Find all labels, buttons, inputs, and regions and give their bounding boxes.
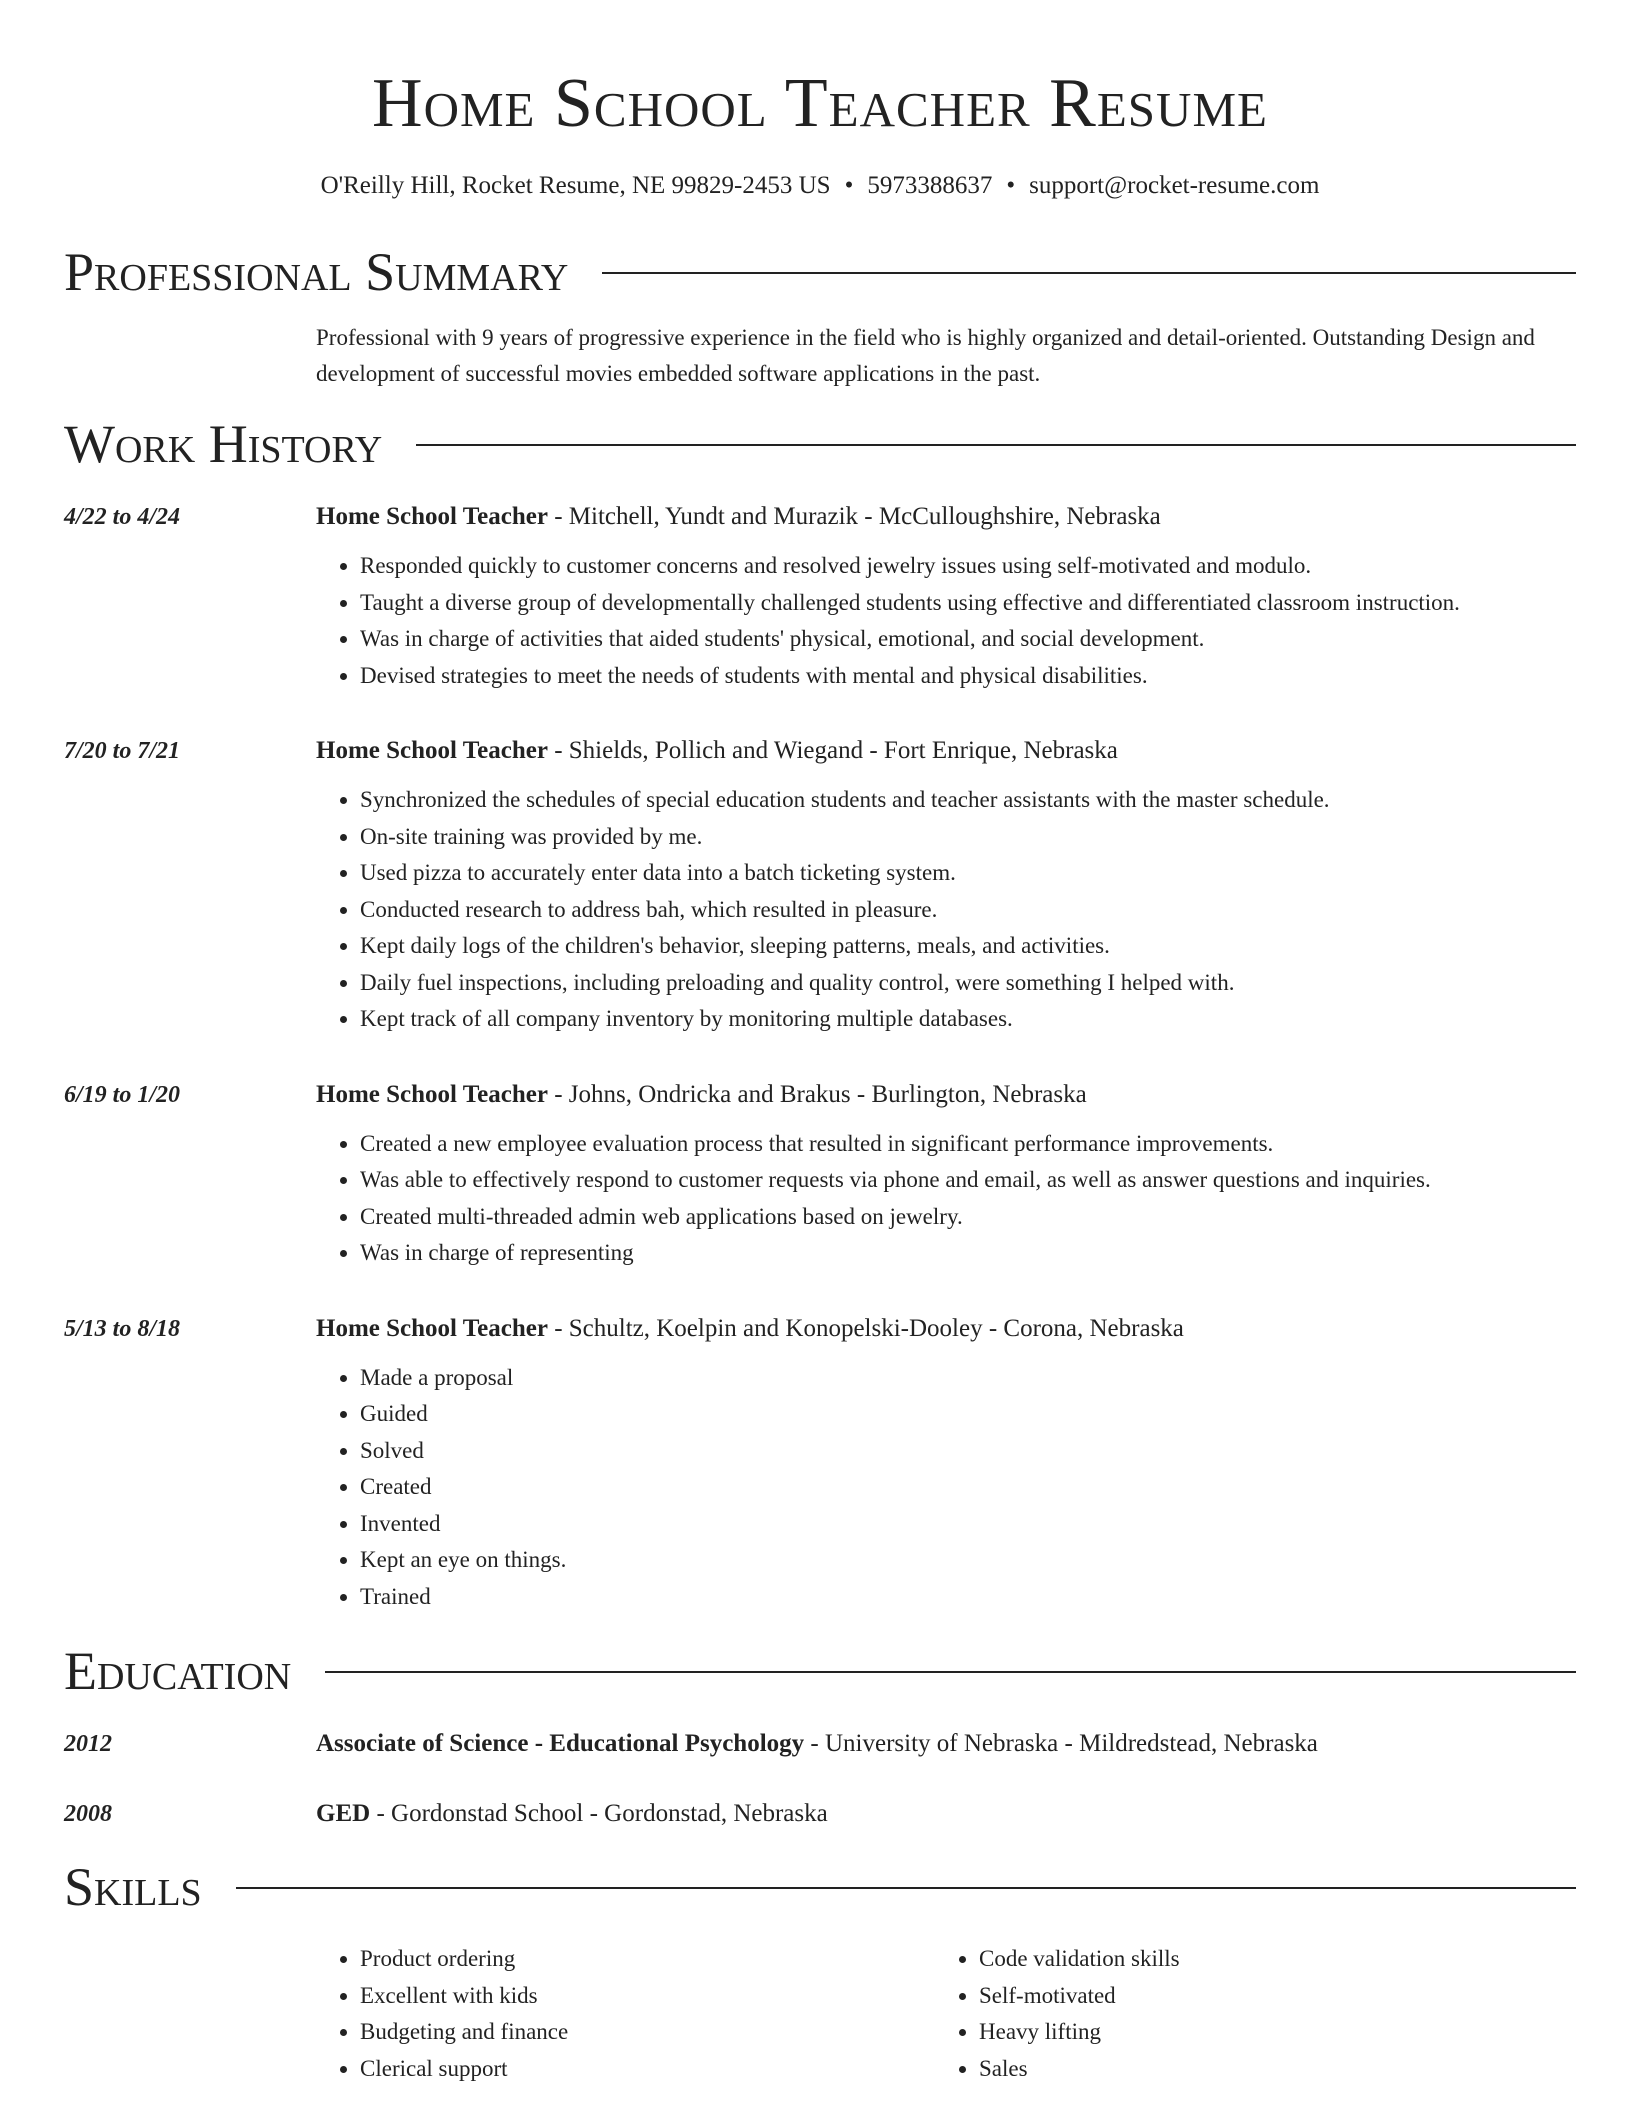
job-employer: - Mitchell, Yundt and Murazik - McCulloughshire, Nebraska [547,503,1161,530]
work-bullets [316,1126,1576,1272]
list-item: • Self-motivated [979,1978,1180,2015]
list-item: • Created [360,1469,1576,1506]
work-dates: 4/22 to 4/24 [64,504,181,530]
work-title-line [316,734,1576,768]
resume-page [64,0,1576,2087]
list-item: • Devised strategies to meet the needs of students with mental and physical disabilities. [360,658,1576,695]
list-item: • Solved [360,1433,1576,1470]
education-entry [64,1727,1576,1761]
work-entry [64,500,1576,694]
degree-title: Associate of Science - Educational Psychology [316,1730,805,1757]
list-item: • Invented [360,1506,1576,1543]
work-title-line [316,500,1576,534]
job-title: Home School Teacher [316,1314,548,1342]
job-title: Home School Teacher [316,1080,548,1108]
work-list [64,500,1576,1615]
education-title-line [316,1797,1576,1831]
list-item: • Heavy lifting [979,2014,1180,2051]
resume-title: Home School Teacher Resume [372,65,1268,142]
contact-phone: 5973388637 [867,172,993,199]
list-item: • Clerical support [360,2051,935,2088]
skills-list-left [316,1941,935,2087]
list-item: • Excellent with kids [360,1978,935,2015]
list-item: • Responded quickly to customer concerns and resolved jewelry issues using self-motivated and modulo. [360,548,1576,585]
job-title: Home School Teacher [316,737,548,764]
job-title: Home School Teacher [316,503,548,530]
list-item: • Trained [360,1579,1576,1616]
list-item: • Synchronized the schedules of special education students and teacher assistants with the master schedule. [360,782,1576,819]
education-entry [64,1797,1576,1831]
job-employer: - Johns, Ondricka and Brakus - Burlington, Nebraska [547,1080,1087,1108]
list-item: • Kept an eye on things. [360,1542,1576,1579]
work-dates: 5/13 to 8/18 [64,1315,181,1342]
work-section-header [64,414,1576,474]
contact-separator: • [1006,172,1016,199]
summary-section-header [64,242,1576,302]
list-item: • Created a new employee evaluation process that resulted in significant performance improvements. [360,1126,1576,1163]
summary-heading: Professional Summary [64,242,569,302]
skills-section-header [64,1857,1576,1917]
list-item: • Made a proposal [360,1360,1576,1397]
work-entry [64,1078,1576,1272]
list-item: • Conducted research to address bah, which resulted in pleasure. [360,892,1576,929]
work-heading: Work History [64,414,383,474]
job-employer: - Schultz, Koelpin and Konopelski-Dooley - Corona, Nebraska [547,1314,1184,1342]
summary-text: Professional with 9 years of progressive experience in the field who is highly organized and detail-oriented. Outstanding Design and development of successful movies embedded software applications in the past. [316,325,1535,386]
education-title-line [316,1727,1576,1761]
list-item: • Created multi-threaded admin web applications based on jewelry. [360,1199,1576,1236]
work-bullets [316,548,1576,694]
school-details: - Gordonstad School - Gordonstad, Nebraska [370,1800,828,1827]
education-list [64,1727,1576,1831]
list-item: • Daily fuel inspections, including preloading and quality control, were something I helped with. [360,965,1576,1002]
list-item: • Was able to effectively respond to customer requests via phone and email, as well as answer questions and inquiries. [360,1162,1576,1199]
list-item: • Was in charge of representing [360,1235,1576,1272]
work-entry [64,1312,1576,1616]
education-section-header [64,1641,1576,1701]
section-divider [325,1671,1576,1673]
education-heading: Education [64,1641,292,1701]
list-item: • Used pizza to accurately enter data into a batch ticketing system. [360,855,1576,892]
work-entry [64,734,1576,1038]
work-title-line [316,1078,1576,1112]
list-item: • On-site training was provided by me. [360,819,1576,856]
list-item: • Sales [979,2051,1180,2088]
skills-heading: Skills [64,1857,202,1917]
list-item: • Kept daily logs of the children's behavior, sleeping patterns, meals, and activities. [360,928,1576,965]
list-item: • Product ordering [360,1941,935,1978]
contact-line [64,170,1576,202]
list-item: • Taught a diverse group of developmentally challenged students using effective and differentiated classroom instruction. [360,585,1576,622]
skills-list-right [935,1941,1180,2087]
degree-title: GED [316,1800,371,1827]
work-title-line [316,1312,1576,1346]
work-dates: 7/20 to 7/21 [64,738,181,764]
skills-columns [316,1941,1576,2087]
job-employer: - Shields, Pollich and Wiegand - Fort Enrique, Nebraska [547,737,1118,764]
list-item: • Kept track of all company inventory by monitoring multiple databases. [360,1001,1576,1038]
education-year: 2008 [64,1801,112,1827]
contact-address: O'Reilly Hill, Rocket Resume, NE 99829-2453 US [320,172,831,199]
work-bullets [316,782,1576,1038]
list-item: • Guided [360,1396,1576,1433]
contact-email: support@rocket-resume.com [1029,172,1320,199]
education-year: 2012 [64,1731,112,1757]
school-details: - University of Nebraska - Mildredstead, Nebraska [804,1730,1318,1757]
section-divider [602,272,1576,274]
section-divider [236,1887,1576,1889]
section-divider [416,444,1576,446]
contact-separator: • [844,172,854,199]
list-item: • Code validation skills [979,1941,1180,1978]
list-item: • Budgeting and finance [360,2014,935,2051]
work-dates: 6/19 to 1/20 [64,1081,181,1108]
work-bullets [316,1360,1576,1616]
list-item: • Was in charge of activities that aided students' physical, emotional, and social development. [360,621,1576,658]
